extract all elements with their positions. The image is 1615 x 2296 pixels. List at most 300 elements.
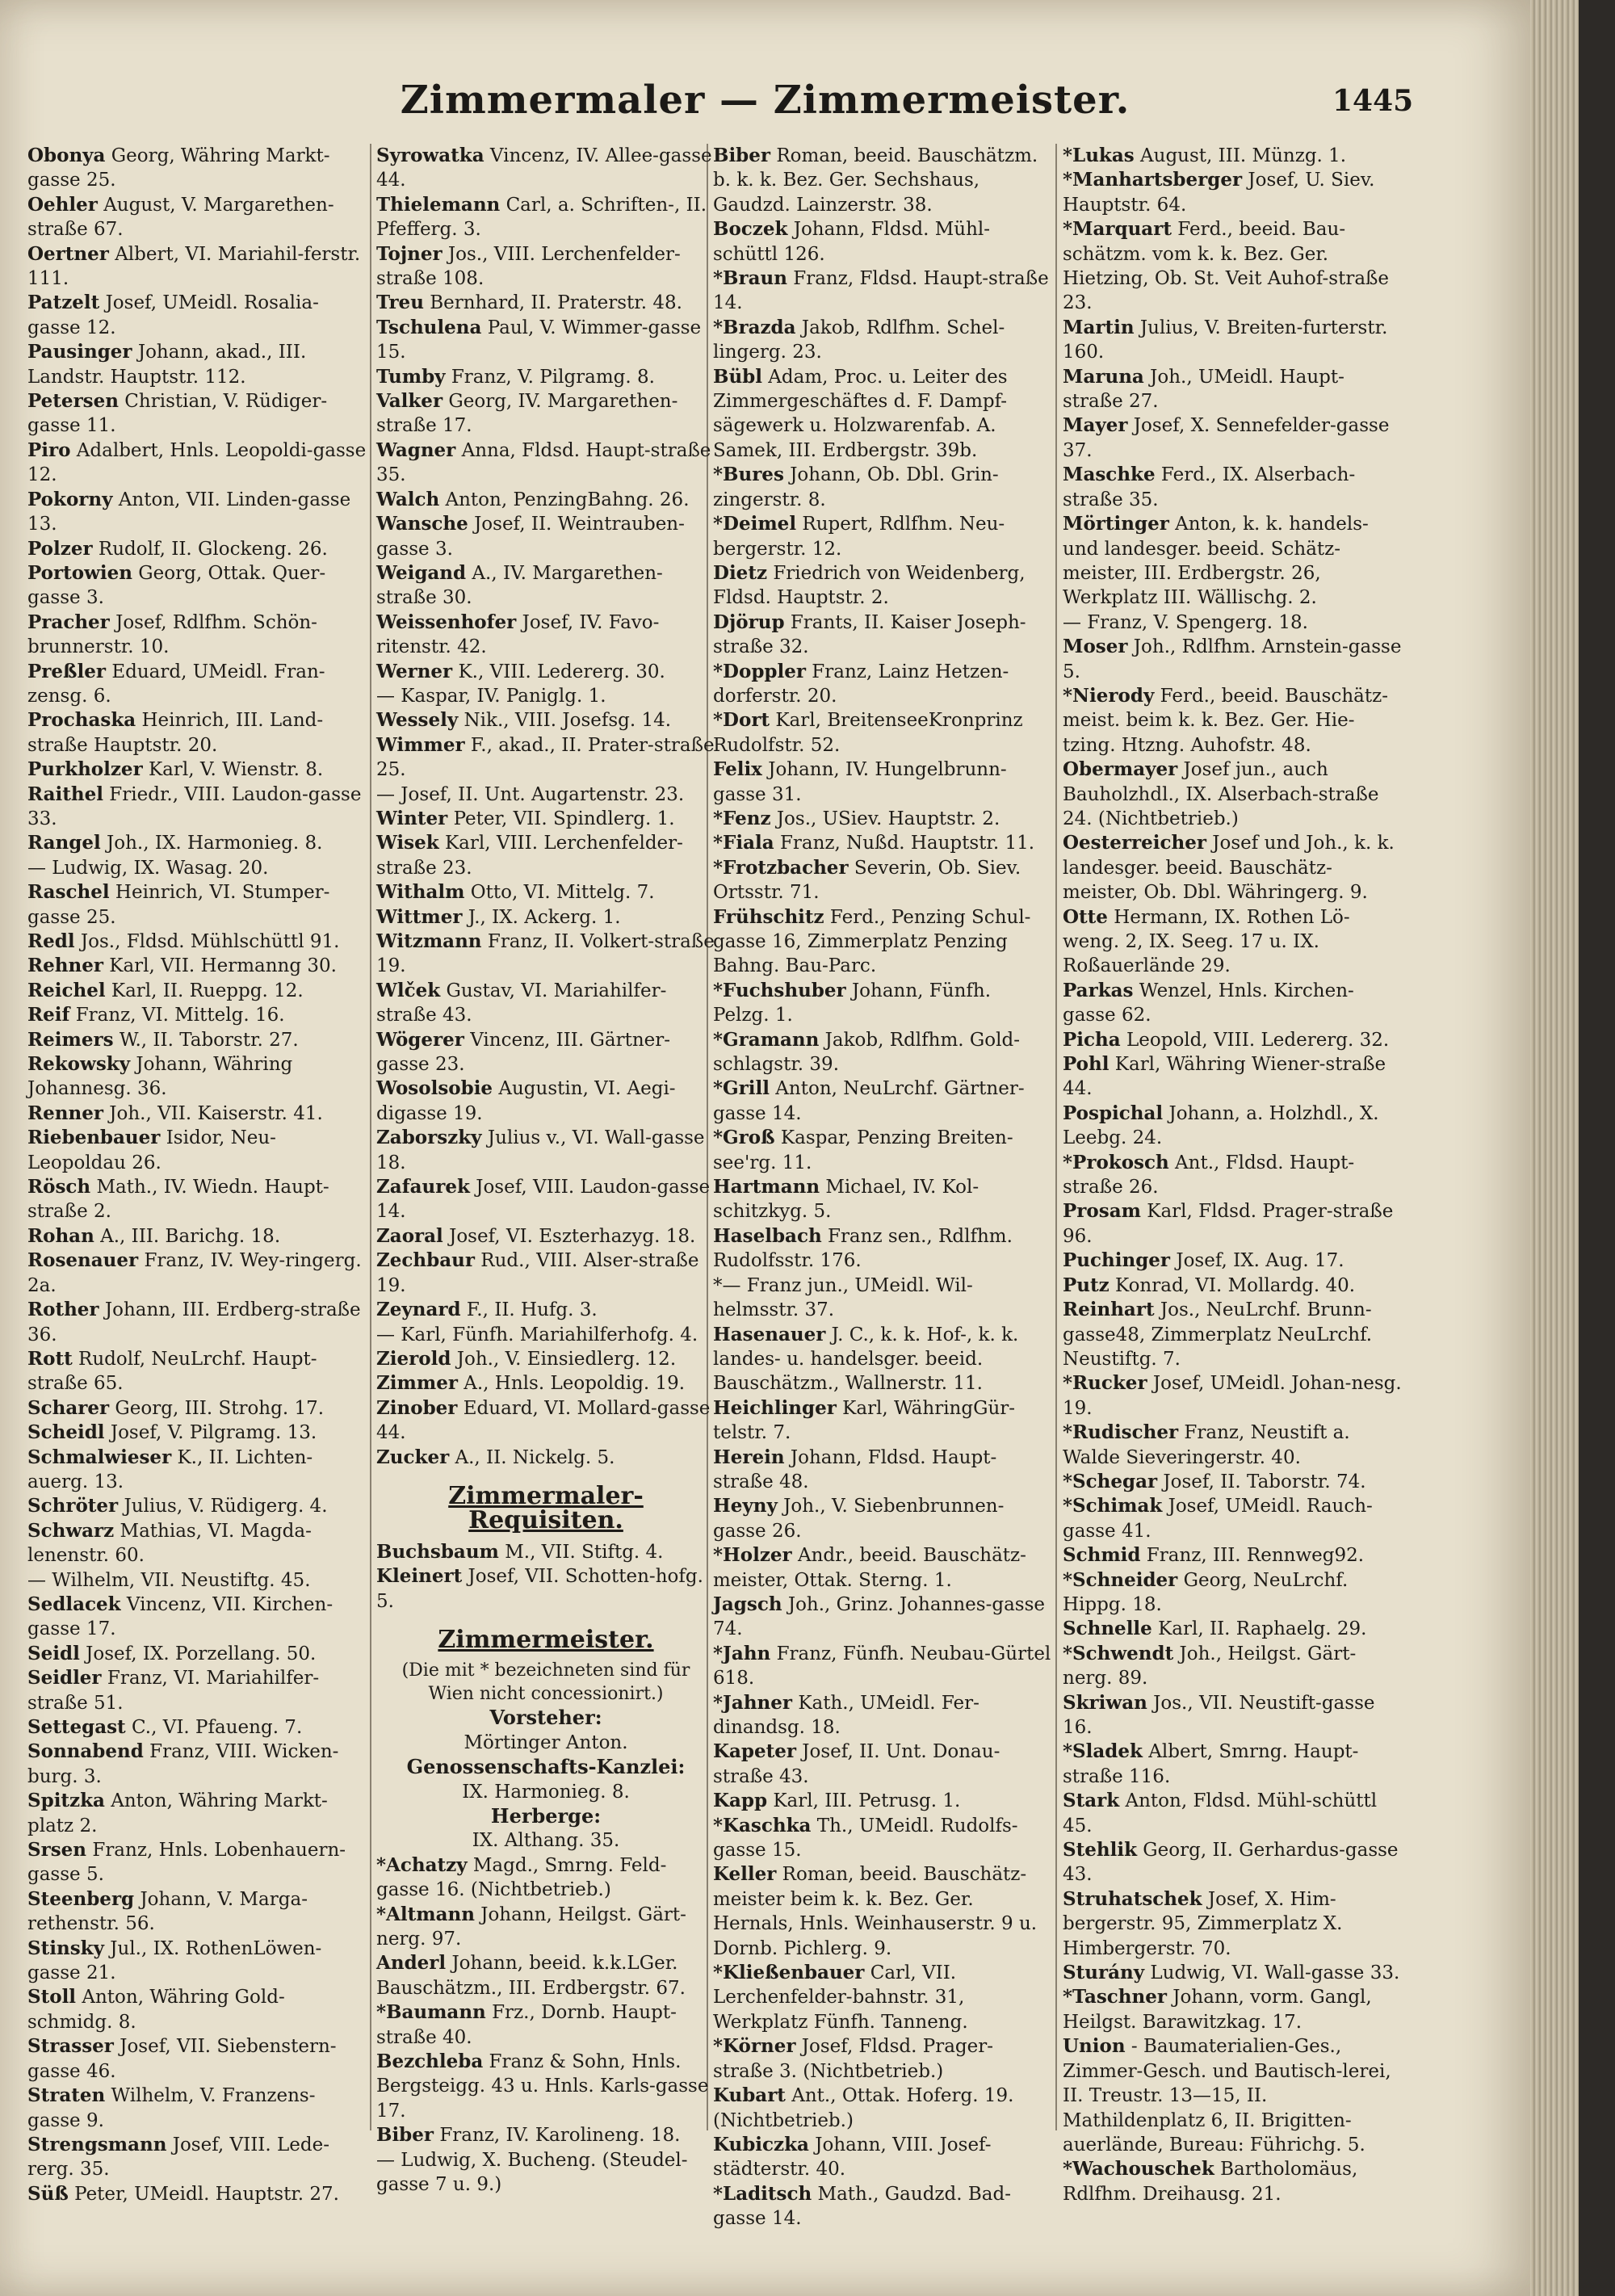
directory-entry — [1063, 831, 1402, 905]
entry-name: Obonya — [27, 145, 106, 166]
entry-address: Karl, VIII. Lerchenfelder-straße 23. — [376, 833, 683, 879]
directory-entry — [27, 193, 367, 242]
entry-address: Roman, beeid. Bauschätzm. b. k. k. Bez. Ger. Sechshaus, Gaudzd. Lainzerstr. 38. — [713, 145, 1038, 216]
directory-entry — [1063, 1985, 1402, 2034]
entry-name: Strasser — [27, 2035, 114, 2058]
entry-address: Vincenz, VII. Kirchen-gasse 17. — [27, 1593, 333, 1640]
entry-name: Thielemann — [376, 193, 501, 216]
directory-entry — [713, 1126, 1052, 1175]
entry-address: Joh., IX. Harmonieg. 8. — [100, 833, 323, 854]
directory-entry — [27, 1298, 367, 1347]
entry-name: Piro — [27, 439, 71, 461]
directory-entry — [713, 463, 1052, 512]
entry-address: *— Franz jun., UMeidl. Wil-helmsstr. 37. — [713, 1274, 973, 1321]
entry-address: Vincenz, III. Gärtner-gasse 23. — [376, 1029, 671, 1076]
directory-entry — [376, 1298, 715, 1322]
entry-name: Walch — [376, 488, 440, 510]
column-divider — [1055, 144, 1057, 2130]
directory-entry — [1063, 1052, 1402, 1102]
entry-name: *Brazda — [713, 316, 796, 338]
directory-entry — [376, 831, 715, 880]
entry-address: Jos., VIII. Lerchenfelder-straße 108. — [376, 243, 681, 290]
entry-name: Biber — [713, 145, 771, 166]
entry-name: Mörtinger — [1063, 513, 1169, 535]
entry-name: Biber — [376, 2124, 434, 2147]
directory-entry — [1063, 512, 1402, 611]
entry-name: Renner — [27, 1102, 103, 1124]
page-title: Zimmermaler — Zimmermeister. — [400, 78, 1130, 123]
entry-address: Adalbert, Hnls. Leopoldi-gasse 12. — [27, 439, 367, 486]
directory-entry — [27, 1347, 367, 1396]
entry-address: Otto, VI. Mittelg. 7. — [464, 882, 655, 904]
entry-address: Joh., Heilgst. Gärt-nerg. 89. — [1063, 1643, 1357, 1689]
entry-name: Winter — [376, 807, 448, 829]
entry-address: Franz, Hnls. Lobenhauern-gasse 5. — [27, 1840, 346, 1886]
entry-address: Josef, II. Taborstr. 74. — [1157, 1471, 1366, 1492]
entry-name: Settegast — [27, 1716, 126, 1738]
entry-address: Anna, Fldsd. Haupt-straße 35. — [376, 439, 711, 486]
column-2-entries — [376, 144, 715, 1470]
directory-entry — [1063, 1298, 1402, 1371]
entry-address: Math., Gaudzd. Bad-gasse 14. — [713, 2183, 1011, 2230]
entry-name: Wosolsobie — [376, 1077, 493, 1100]
entry-address: J. C., k. k. Hof-, k. k. landes- u. handelsger. beeid. Bauschätzm., Wallnerstr. 11. — [713, 1324, 1019, 1395]
entry-address: Georg, III. Strohg. 17. — [109, 1397, 325, 1419]
directory-entry — [27, 1740, 367, 1789]
directory-entry — [713, 1543, 1052, 1593]
entry-address: Friedr., VIII. Laudon-gasse 33. — [27, 783, 362, 829]
section-title-zimmermeister: Zimmermeister. — [438, 1625, 654, 1654]
entry-address: Josef, VIII. Lede-rerg. 35. — [27, 2134, 330, 2181]
directory-entry — [27, 758, 367, 782]
entry-name: Zinober — [376, 1396, 458, 1419]
entry-address: Georg, Währing Markt-gasse 25. — [27, 145, 330, 191]
entry-name: Puchinger — [1063, 1249, 1171, 1272]
entry-address: Karl, WähringGür-telstr. 7. — [713, 1397, 1016, 1444]
entry-name: Rohan — [27, 1224, 94, 1247]
directory-entry — [27, 856, 367, 880]
directory-entry — [713, 2182, 1052, 2231]
directory-entry — [27, 1593, 367, 1642]
entry-name: *Jahn — [713, 1642, 771, 1664]
entry-address: Ludwig, VI. Wall-gasse 33. — [1144, 1962, 1400, 1984]
directory-entry — [1063, 758, 1402, 831]
entry-name: Reinhart — [1063, 1299, 1155, 1321]
entry-name: Petersen — [27, 390, 119, 413]
directory-entry — [376, 905, 715, 930]
entry-address: Isidor, Neu-Leopoldau 26. — [27, 1127, 276, 1173]
entry-name: *Doppler — [713, 660, 806, 682]
entry-name: Scheidl — [27, 1421, 105, 1444]
entry-name: Reichel — [27, 979, 106, 1001]
entry-address: Leopold, VIII. Ledererg. 32. — [1120, 1029, 1390, 1051]
entry-address: — Ludwig, X. Bucheng. (Steudel-gasse 7 u. 9.) — [376, 2149, 688, 2196]
entry-name: *Manhartsberger — [1063, 169, 1243, 191]
directory-entry — [376, 1347, 715, 1371]
column-divider — [370, 144, 371, 2130]
entry-address: Albert, VI. Mariahil-ferstr. 111. — [27, 243, 361, 290]
entry-address: Joh., Rdlfhm. Arnstein-gasse 5. — [1063, 636, 1402, 682]
entry-address: Jos., VII. Neustift-gasse 16. — [1063, 1692, 1375, 1738]
entry-address: Jakob, Rdlfhm. Schel-lingerg. 23. — [713, 317, 1005, 363]
directory-entry — [376, 708, 715, 732]
directory-entry — [27, 831, 367, 855]
entry-address: Nik., VIII. Josefsg. 14. — [458, 710, 672, 732]
section-title-requisiten: Zimmermaler-Requisiten. — [448, 1481, 644, 1535]
entry-address: — Wilhelm, VII. Neustiftg. 45. — [27, 1569, 311, 1591]
directory-entry — [27, 1249, 367, 1298]
entry-name: Stark — [1063, 1790, 1120, 1812]
directory-entry — [376, 365, 715, 389]
directory-entry — [1063, 1028, 1402, 1052]
entry-name: Wagner — [376, 439, 456, 461]
entry-address: Johann, III. Erdberg-straße 36. — [27, 1299, 361, 1345]
entry-address: Adam, Proc. u. Leiter des Zimmergeschäftes d. F. Dampf-sägewerk u. Holzwarenfab. A. Samek, III. Erdbergstr. 39b. — [713, 366, 1008, 461]
entry-address: Johann, vorm. Gangl, Heilgst. Barawitzkag. 17. — [1063, 1987, 1372, 2033]
entry-address: Severin, Ob. Siev. Ortsstr. 71. — [713, 857, 1021, 904]
directory-entry — [713, 561, 1052, 611]
vorsteher-label: Vorsteher: — [489, 1706, 602, 1730]
directory-entry — [27, 708, 367, 758]
entry-address: Josef, X. Him-bergerstr. 95, Zimmerplatz X. Himbergerstr. 70. — [1063, 1888, 1343, 1959]
entry-name: Zaborszky — [376, 1127, 482, 1149]
entry-name: Rösch — [27, 1176, 91, 1198]
entry-address: Josef, VIII. Laudon-gasse 14. — [376, 1177, 711, 1223]
directory-entry — [376, 1323, 715, 1347]
entry-name: *Nierody — [1063, 684, 1155, 707]
entry-address: Jos., Fldsd. Mühlschüttl 91. — [74, 931, 340, 952]
entry-address: Jos., NeuLrchf. Brunn-gasse48, Zimmerplatz NeuLrchf. Neustiftg. 7. — [1063, 1299, 1373, 1370]
directory-entry — [713, 316, 1052, 365]
entry-name: Wessely — [376, 709, 459, 732]
directory-entry — [376, 2050, 715, 2123]
entry-address: Andr., beeid. Bauschätz-meister, Ottak. Sterng. 1. — [713, 1545, 1026, 1591]
entry-name: *Grill — [713, 1077, 770, 1100]
directory-entry — [1063, 1371, 1402, 1421]
section-note: (Die mit * bezeichneten sind für Wien nicht concessionirt.) — [401, 1660, 690, 1705]
directory-entry — [27, 1396, 367, 1421]
entry-address: Franz, IV. Wey-ringerg. 2a. — [27, 1250, 362, 1296]
entry-name: Picha — [1063, 1028, 1121, 1051]
directory-entry — [1063, 1617, 1402, 1641]
entry-name: Süß — [27, 2182, 69, 2205]
entry-address: Johann, a. Holzhdl., X. Leebg. 24. — [1063, 1102, 1379, 1149]
directory-entry — [713, 979, 1052, 1028]
entry-address: K., VIII. Ledererg. 30. — [452, 661, 665, 682]
entry-address: Franz, VI. Mittelg. 16. — [69, 1005, 285, 1026]
entry-address: Franz, Lainz Hetzen-dorferstr. 20. — [713, 661, 1009, 707]
entry-address: Johann, Heilgst. Gärt-nerg. 97. — [376, 1904, 686, 1950]
directory-entry — [27, 979, 367, 1003]
directory-entry — [713, 660, 1052, 709]
entry-name: Rehner — [27, 955, 103, 977]
entry-address: Ant., Fldsd. Haupt-straße 26. — [1063, 1152, 1355, 1198]
entry-name: Rosenauer — [27, 1249, 139, 1272]
entry-address: Karl, Fldsd. Prager-straße 96. — [1063, 1201, 1394, 1247]
entry-name: *Schwendt — [1063, 1642, 1174, 1664]
entry-address: Georg, II. Gerhardus-gasse 43. — [1063, 1840, 1399, 1886]
entry-name: Tojner — [376, 242, 443, 265]
directory-entry — [376, 930, 715, 979]
directory-entry — [376, 144, 715, 193]
directory-entry — [713, 758, 1052, 807]
kanzlei-label: Genossenschafts-Kanzlei: — [406, 1755, 686, 1779]
entry-address: Ferd., beeid. Bau-schätzm. vom k. k. Bez. Ger. Hietzing, Ob. St. Veit Auhof-straße 23. — [1063, 219, 1390, 314]
entry-name: Tschulena — [376, 316, 482, 338]
directory-entry — [376, 561, 715, 611]
entry-name: Kubart — [713, 2084, 786, 2107]
entry-name: Reif — [27, 1004, 70, 1026]
directory-entry — [713, 1077, 1052, 1126]
directory-entry — [376, 1077, 715, 1126]
entry-address: Wenzel, Hnls. Kirchen-gasse 62. — [1063, 980, 1354, 1026]
entry-address: Joh., V. Einsiedlerg. 12. — [451, 1348, 677, 1370]
directory-entry — [713, 1396, 1052, 1446]
entry-name: Dietz — [713, 561, 768, 584]
directory-entry — [27, 1642, 367, 1666]
entry-address: Bernhard, II. Praterstr. 48. — [423, 292, 682, 314]
entry-address: Franz, V. Pilgramg. 8. — [445, 366, 655, 388]
entry-name: *Wachouschek — [1063, 2158, 1214, 2181]
directory-entry — [1063, 1691, 1402, 1740]
entry-address: W., II. Taborstr. 27. — [113, 1029, 299, 1051]
entry-address: A., III. Barichg. 18. — [94, 1225, 281, 1247]
entry-name: Maschke — [1063, 464, 1156, 486]
directory-entry — [27, 1519, 367, 1568]
directory-entry — [376, 1126, 715, 1175]
entry-name: Schmid — [1063, 1544, 1141, 1567]
entry-name: *Gramann — [713, 1028, 820, 1051]
directory-entry — [1063, 1151, 1402, 1200]
directory-entry — [27, 1175, 367, 1224]
directory-entry — [27, 2084, 367, 2133]
entry-address: Karl, II. Rueppg. 12. — [105, 980, 304, 1001]
entry-address: Rudolf, II. Glockeng. 26. — [92, 538, 328, 560]
entry-address: Johann, Währing Johannesg. 36. — [27, 1054, 293, 1100]
entry-address: Anton, PenzingBahng. 26. — [439, 489, 690, 510]
entry-name: Wimmer — [376, 733, 465, 756]
entry-address: Franz, III. Rennweg92. — [1140, 1545, 1365, 1567]
directory-entry — [27, 488, 367, 537]
entry-name: Polzer — [27, 537, 93, 560]
entry-address: Karl, II. Raphaelg. 29. — [1151, 1618, 1367, 1640]
directory-entry — [27, 1887, 367, 1937]
column-1 — [27, 144, 367, 2206]
entry-name: Pracher — [27, 611, 110, 633]
directory-entry — [1063, 1642, 1402, 1691]
directory-entry — [27, 242, 367, 292]
directory-entry — [376, 880, 715, 905]
entry-address: Kaspar, Penzing Breiten-see'rg. 11. — [713, 1127, 1013, 1173]
entry-name: Parkas — [1063, 979, 1134, 1001]
directory-entry — [376, 660, 715, 684]
entry-name: Martin — [1063, 316, 1135, 338]
entry-address: Karl, Währing Wiener-straße 44. — [1063, 1054, 1386, 1100]
directory-entry — [376, 1396, 715, 1446]
entry-name: *Marquart — [1063, 218, 1172, 241]
directory-entry — [1063, 168, 1402, 217]
directory-entry — [27, 660, 367, 709]
directory-entry — [1063, 1789, 1402, 1838]
entry-name: Patzelt — [27, 292, 100, 314]
directory-entry — [376, 512, 715, 561]
entry-address: Eduard, UMeidl. Fran-zensg. 6. — [27, 661, 325, 707]
entry-name: *Lukas — [1063, 145, 1135, 166]
directory-entry — [376, 2148, 715, 2197]
directory-entry — [376, 1951, 715, 2000]
directory-entry — [27, 1789, 367, 1838]
directory-entry — [27, 1985, 367, 2034]
entry-address: Wilhelm, V. Franzens-gasse 9. — [27, 2085, 316, 2131]
entry-address: Carl, VII. Lerchenfelder-bahnstr. 31, Werkplatz Fünfh. Tanneng. — [713, 1962, 968, 2033]
entry-address: Julius v., VI. Wall-gasse 18. — [376, 1127, 705, 1173]
directory-entry — [713, 217, 1052, 267]
entry-name: Obermayer — [1063, 758, 1178, 781]
entry-name: Kleinert — [376, 1565, 463, 1588]
directory-entry — [713, 1224, 1052, 1274]
directory-entry — [713, 1028, 1052, 1077]
entry-name: Portowien — [27, 561, 132, 584]
entry-address: M., VII. Stiftg. 4. — [498, 1541, 664, 1563]
entry-address: Joh., UMeidl. Haupt-straße 27. — [1063, 366, 1344, 413]
entry-address: — Karl, Fünfh. Mariahilferhofg. 4. — [376, 1324, 698, 1345]
directory-entry — [1063, 611, 1402, 635]
entry-address: Ferd., Penzing Schul-gasse 16, Zimmerplatz Penzing Bahng. Bau-Parc. — [713, 906, 1031, 977]
column-3 — [713, 144, 1052, 2231]
herberge-address: IX. Althang. 35. — [472, 1830, 620, 1852]
entry-address: Josef jun., auch Bauholzhdl., IX. Alserbach-straße 24. (Nichtbetrieb.) — [1063, 759, 1379, 829]
entry-name: *Bures — [713, 464, 784, 486]
entry-address: Josef, UMeidl. Johan-nesg. 19. — [1063, 1373, 1402, 1419]
entry-address: — Kaspar, IV. Paniglg. 1. — [376, 685, 606, 707]
directory-entry — [27, 1937, 367, 1986]
directory-entry — [376, 2123, 715, 2147]
directory-entry — [376, 291, 715, 315]
entry-address: Konrad, VI. Mollardg. 40. — [1109, 1274, 1356, 1296]
directory-entry — [376, 1446, 715, 1470]
directory-entry — [713, 512, 1052, 561]
directory-entry — [713, 1691, 1052, 1740]
directory-entry — [1063, 1961, 1402, 1985]
entry-name: *Fuchshuber — [713, 979, 846, 1001]
entry-address: Georg, NeuLrchf. Hippg. 18. — [1063, 1569, 1349, 1615]
entry-name: Kubiczka — [713, 2133, 809, 2155]
directory-entry — [1063, 413, 1402, 463]
entry-address: Franz, VI. Mariahilfer-straße 51. — [27, 1668, 320, 1714]
directory-entry — [27, 1568, 367, 1593]
entry-address: Rud., VIII. Alser-straße 19. — [376, 1250, 699, 1296]
entry-address: Heinrich, VI. Stumper-gasse 25. — [27, 882, 330, 928]
entry-address: Franz, Neustift a. Walde Sieveringerstr. 40. — [1063, 1422, 1350, 1468]
entry-name: Pausinger — [27, 341, 132, 363]
directory-entry — [376, 193, 715, 242]
entry-address: August, III. Münzg. 1. — [1134, 145, 1347, 166]
entry-address: Jakob, Rdlfhm. Gold-schlagstr. 39. — [713, 1029, 1020, 1076]
directory-entry — [1063, 1249, 1402, 1273]
directory-entry — [1063, 979, 1402, 1028]
entry-name: Syrowatka — [376, 145, 484, 166]
entry-name: Srsen — [27, 1839, 87, 1862]
entry-address: — Franz, V. Spengerg. 18. — [1063, 611, 1308, 633]
entry-name: Zechbaur — [376, 1249, 475, 1272]
entry-name: Anderl — [376, 1952, 447, 1975]
entry-name: Rother — [27, 1299, 99, 1321]
entry-address: Josef, VII. Schotten-hofg. 5. — [376, 1566, 703, 1612]
entry-name: Reimers — [27, 1028, 114, 1051]
directory-entry — [713, 611, 1052, 660]
entry-name: Pospichal — [1063, 1102, 1164, 1124]
entry-address: Jul., IX. RothenLöwen-gasse 21. — [27, 1937, 322, 1984]
entry-name: *Fenz — [713, 807, 771, 829]
directory-entry — [1063, 316, 1402, 365]
entry-address: Josef, II. Weintrauben-gasse 3. — [376, 514, 685, 560]
entry-name: *Frotzbacher — [713, 856, 849, 879]
entry-name: Schröter — [27, 1495, 119, 1517]
entry-name: Otte — [1063, 905, 1108, 928]
requisiten-entries — [376, 1540, 715, 1614]
entry-address: Franz, VIII. Wicken-burg. 3. — [27, 1741, 339, 1787]
entry-address: Augustin, VI. Aegi-digasse 19. — [376, 1078, 676, 1124]
directory-entry — [27, 1421, 367, 1445]
entry-name: *Achatzy — [376, 1853, 468, 1876]
directory-entry — [1063, 365, 1402, 414]
entry-name: Sedlacek — [27, 1593, 121, 1615]
entry-address: Mathias, VI. Magda-lenenstr. 60. — [27, 1520, 312, 1567]
entry-address: Johann, Ob. Dbl. Grin-zingerstr. 8. — [713, 464, 999, 510]
directory-entry — [27, 1666, 367, 1715]
entry-name: Rangel — [27, 832, 101, 854]
directory-entry — [376, 1564, 715, 1614]
entry-name: Raschel — [27, 881, 110, 904]
entry-address: Michael, IV. Kol-schitzkyg. 5. — [713, 1177, 979, 1223]
directory-entry — [27, 954, 367, 978]
entry-address: Anton, Währing Markt-platz 2. — [27, 1790, 328, 1836]
kanzlei-address: IX. Harmonieg. 8. — [462, 1781, 630, 1803]
entry-address: Paul, V. Wimmer-gasse 15. — [376, 317, 702, 363]
directory-entry — [27, 291, 367, 340]
directory-entry — [27, 783, 367, 832]
entry-address: Rupert, Rdlfhm. Neu-bergerstr. 12. — [713, 514, 1005, 560]
entry-name: Maruna — [1063, 365, 1144, 388]
entry-name: *Schegar — [1063, 1470, 1158, 1492]
directory-entry — [1063, 2157, 1402, 2206]
entry-address: Franz, Fldsd. Haupt-straße 14. — [713, 268, 1049, 314]
entry-name: Wögerer — [376, 1028, 464, 1051]
directory-entry — [376, 1028, 715, 1077]
entry-address: Anton, k. k. handels- und landesger. beeid. Schätz-meister, III. Erdbergstr. 26, Werkplatz III. Wällischg. 2. — [1063, 514, 1369, 609]
entry-name: Putz — [1063, 1274, 1110, 1296]
entry-address: Johann, V. Marga-rethenstr. 56. — [27, 1888, 308, 1935]
entry-name: Stinsky — [27, 1937, 104, 1959]
entry-address: Rudolf, NeuLrchf. Haupt-straße 65. — [27, 1348, 317, 1395]
entry-address: Carl, a. Schriften-, II. Pfefferg. 3. — [376, 194, 707, 241]
entry-address: Johann, VIII. Josef-städterstr. 40. — [713, 2134, 992, 2181]
directory-entry — [713, 1961, 1052, 2034]
entry-name: *Holzer — [713, 1544, 792, 1567]
directory-entry — [1063, 1199, 1402, 1249]
entry-name: Weigand — [376, 561, 467, 584]
directory-entry — [376, 733, 715, 783]
directory-entry — [27, 930, 367, 954]
entry-name: Sonnabend — [27, 1740, 144, 1763]
entry-name: Frühschitz — [713, 905, 824, 928]
directory-entry — [713, 807, 1052, 831]
directory-entry — [376, 1371, 715, 1396]
entry-name: Kapeter — [713, 1740, 796, 1763]
page-number: 1445 — [1332, 84, 1414, 118]
directory-entry — [376, 807, 715, 831]
entry-address: Josef, VII. Siebenstern-gasse 46. — [27, 2036, 337, 2082]
